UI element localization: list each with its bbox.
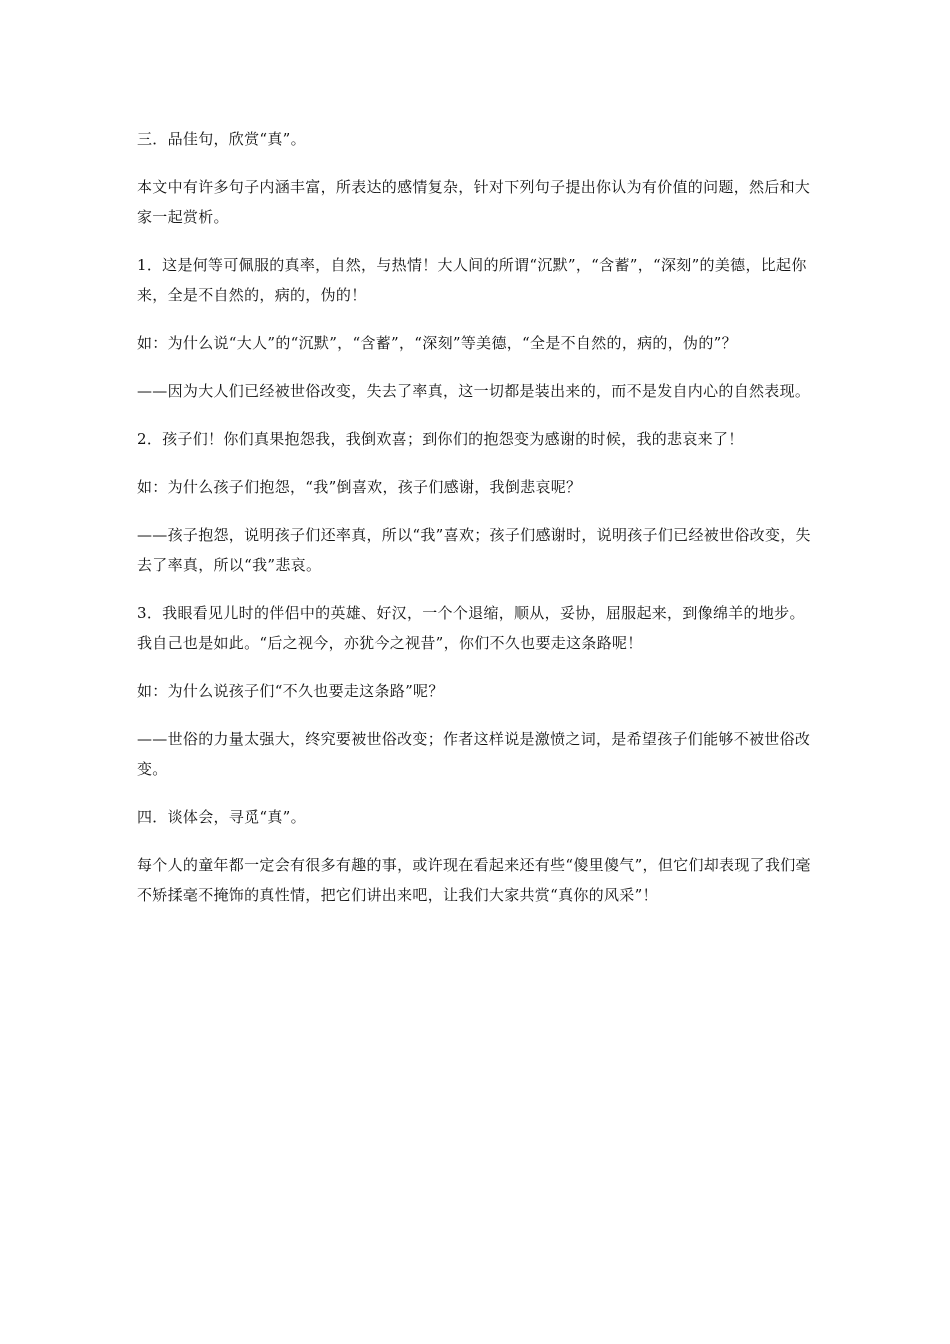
question-2: 如：为什么孩子们抱怨，“我”倒喜欢，孩子们感谢，我倒悲哀呢？ [137,478,582,496]
question-1: 如：为什么说“大人”的“沉默”，“含蓄”，“深刻”等美德，“全是不自然的，病的，伪的”？ [137,334,737,352]
document-body [137,124,817,928]
section-heading-3: 三．品佳句，欣赏“真”。 [137,130,306,148]
quote-3: 3．我眼看见儿时的伴侣中的英雄、好汉，一个个退缩，顺从，妥协，屈服起来，到像绵羊的地步。我自己也是如此。“后之视今，亦犹今之视昔”，你们不久也要走这条路呢！ [137,604,805,652]
question-3: 如：为什么说孩子们“不久也要走这条路”呢？ [137,682,444,700]
closing-paragraph: 每个人的童年都一定会有很多有趣的事，或许现在看起来还有些“傻里傻气”，但它们却表现了我们毫不矫揉毫不掩饰的真性情，把它们讲出来吧，让我们大家共赏“真你的风采”！ [137,856,811,904]
answer-2: ——孩子抱怨，说明孩子们还率真，所以“我”喜欢；孩子们感谢时，说明孩子们已经被世俗改变，失去了率真，所以“我”悲哀。 [137,526,811,574]
quote-2: 2．孩子们！你们真果抱怨我，我倒欢喜；到你们的抱怨变为感谢的时候，我的悲哀来了！ [137,430,744,448]
quote-1: 1．这是何等可佩服的真率，自然，与热情！大人间的所谓“沉默”，“含蓄”，“深刻”的美德，比起你来，全是不自然的，病的，伪的！ [137,256,807,304]
instruction-paragraph: 本文中有许多句子内涵丰富，所表达的感情复杂，针对下列句子提出你认为有价值的问题，然后和大家一起赏析。 [137,178,811,226]
answer-3: ——世俗的力量太强大，终究要被世俗改变；作者这样说是激愤之词，是希望孩子们能够不被世俗改变。 [137,730,811,778]
answer-1: ——因为大人们已经被世俗改变，失去了率真，这一切都是装出来的，而不是发自内心的自然表现。 [137,382,811,400]
section-heading-4: 四．谈体会，寻觅“真”。 [137,808,306,826]
